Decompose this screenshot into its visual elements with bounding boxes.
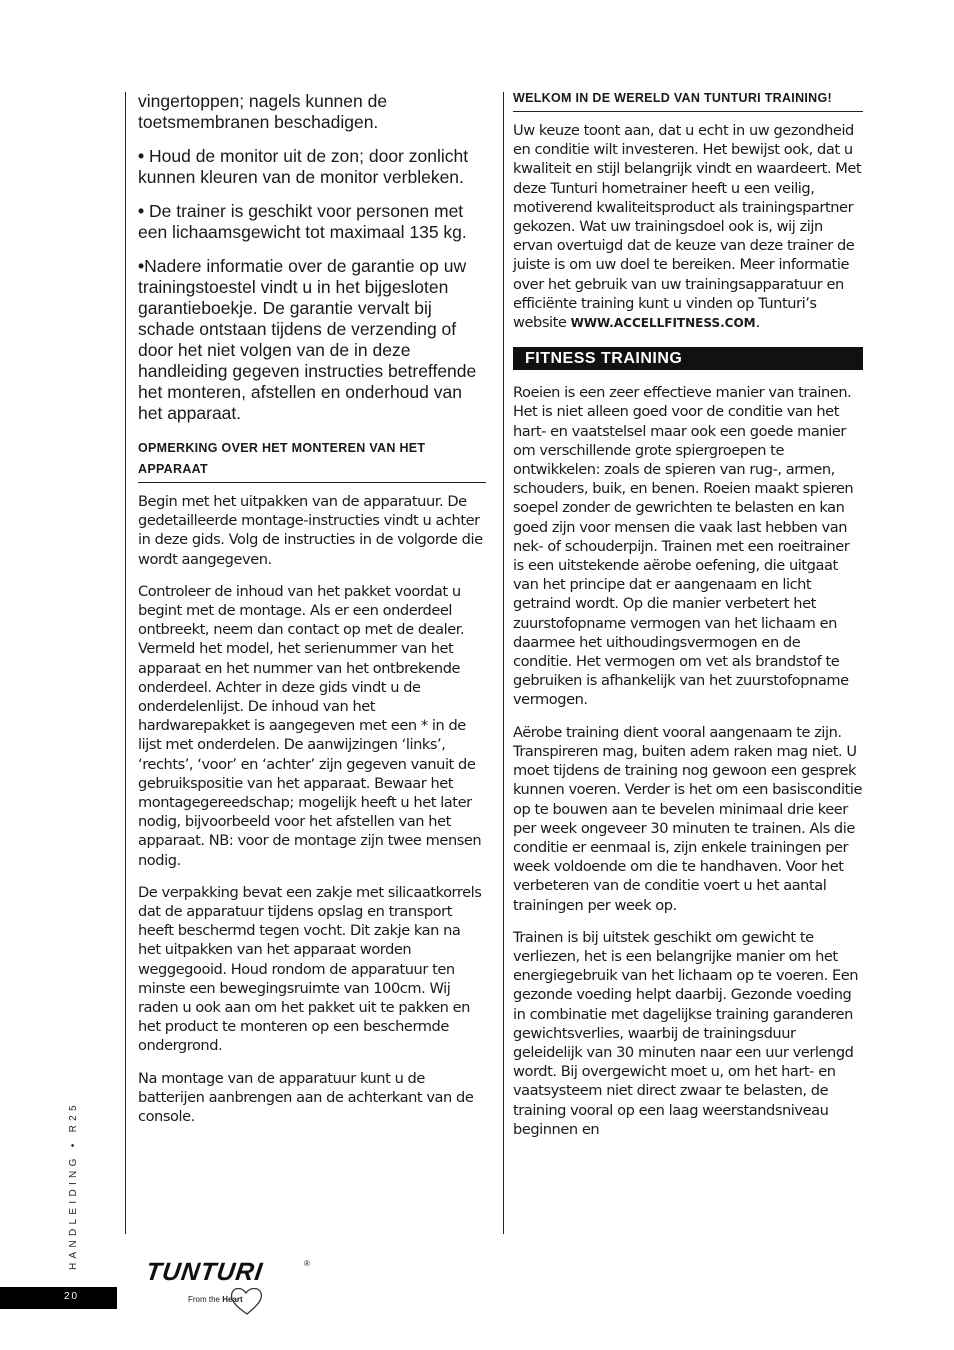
left-column-rule: [125, 92, 126, 1234]
bullet-item: • De trainer is geschikt voor personen met een lichaamsgewicht tot maximaal 135 kg.: [138, 201, 467, 242]
safety-bullets: [138, 91, 486, 424]
paragraph: Trainen is bij uitstek geschikt om gewicht te verliezen, het is een belangrijke manier om het energiegebruik van het lichaam op te voeren. Een gezonde voeding helpt daarbij. Gezonde voeding in combinatie met dagelijkse training garanderen gewichtsverlies, waarbij de trainingsduur geleidelijk van 30 minuten naar een uur verlengd wordt. Bij overgewicht moet u, om het hart- en vaatsysteem niet direct zwaar te belasten, de training vooral op een laag weerstandsniveau beginnen en: [513, 928, 859, 1138]
brand-logo: [144, 1258, 310, 1304]
bullet-dot: •: [138, 146, 145, 166]
brand-wordmark: TUNTURI: [144, 1258, 265, 1286]
bullet-dot: •: [138, 201, 145, 221]
left-column: [138, 88, 486, 1139]
paragraph: Begin met het uitpakken van de apparatuur. De gedetailleerde montage-instructies vindt u achter in deze gids. Volg de instructies in de volgorde die wordt aangegeven.: [138, 493, 483, 568]
bullet-dot: •: [138, 256, 145, 276]
bullet-item: vingertoppen; nagels kunnen de toetsmembranen beschadigen.: [138, 91, 388, 132]
page-number: 20: [64, 1291, 80, 1302]
bullet-item: • Houd de monitor uit de zon; door zonlicht kunnen kleuren van de monitor verbleken.: [138, 146, 469, 187]
center-column-rule: [503, 92, 504, 1234]
paragraph: De verpakking bevat een zakje met silicaatkorrels dat de apparatuur tijdens opslag en transport heeft beschermd tegen vocht. Dit zakje kan na het uitpakken van het apparaat worden weggegooid. Houd rondom de apparatuur ten minste een bewegingsruimte van 100cm. Wij raden u ook aan om het pakket uit te pakken en het product te monteren op een beschermde ondergrond.: [138, 883, 482, 1055]
website-link[interactable]: WWW.ACCELLFITNESS.COM: [570, 316, 756, 331]
section-title-bar: FITNESS TRAINING: [513, 347, 863, 370]
bullet-item: •Nadere informatie over de garantie op uw trainingstoestel vindt u in het bijgesloten garantieboekje. De garantie vervalt bij schade ontstaan tijdens de verzending of door het niet volgen van de in deze handleiding gegeven instructies betreffende het monteren, afstellen en onderhoud van het apparaat.: [138, 256, 477, 423]
fitness-body: [513, 383, 863, 1139]
brand-tagline: From the Heart: [188, 1295, 243, 1304]
heart-icon: [228, 1286, 266, 1316]
manual-side-label: HANDLEIDING • R25: [68, 1101, 79, 1270]
paragraph: Roeien is een zeer effectieve manier van trainen. Het is niet alleen goed voor de conditie van het hart- en vaatstelsel maar ook een goede manier om verschillende grote spiergroepen te ontwikkelen: zoals de spieren van rug-, armen, schouders, buik, en benen. Roeien maakt spieren soepel zonder de gewrichten te belasten en kan goed zijn voor mensen die vaak last hebben van nek- of schouderpijn. Trainen met een roeitrainer is een uitstekende aërobe oefening, die uitgaat van het principe dat er aangenaam en licht getraind wordt. Op die manier verbetert het zuurstofopname vermogen van het lichaam en daarmee het uithoudingsvermogen en de conditie. Het vermogen om vet als brandstof te gebruiken is afhankelijk van het zuurstofopname vermogen.: [513, 384, 854, 709]
welcome-body: [513, 121, 863, 333]
assembly-body: [138, 492, 486, 1126]
paragraph: Aërobe training dient vooral aangenaam te zijn. Transpireren mag, buiten adem raken mag niet. U moet tijdens de training nog gewoon een gesprek kunnen voeren. Verder is het om een basisconditie op te bouwen aan te bevelen minimaal drie keer per week ongeveer 30 minuten te trainen. Als die conditie er eenmaal is, zijn enkele trainingen per week voldoende om die te handhaven. Voor het verbeteren van de conditie voert u het aantal trainingen per week op.: [513, 723, 863, 914]
registered-mark: ®: [304, 1259, 310, 1268]
page-number-box: [0, 1287, 117, 1309]
paragraph: Na montage van de apparatuur kunt u de batterijen aanbrengen aan de achterkant van de console.: [138, 1069, 474, 1126]
paragraph: Controleer de inhoud van het pakket voordat u begint met de montage. Als er een onderdeel ontbreekt, neem dan contact op met de dealer. Vermeld het model, het serienummer van het apparaat en het nummer van het ontbrekende onderdeel. Achter in deze gids vindt u de onderdelenlijst. De inhoud van het hardwarepakket is aangegeven met een * in de lijst met onderdelen. De aanwijzingen ‘links’, ‘rechts’, ‘voor’ en ‘achter’ zijn gegeven vanuit de gebruikspositie van het apparaat. Bewaar het montagegereedschap; mogelijk heeft u het later nodig, bijvoorbeeld voor het afstellen van het apparaat. NB: voor de montage zijn twee mensen nodig.: [138, 582, 482, 869]
assembly-heading: OPMERKING OVER HET MONTEREN VAN HET APPARAAT: [138, 438, 486, 483]
welcome-paragraph: Uw keuze toont aan, dat u echt in uw gezondheid en conditie wilt investeren. Het bewijst ook, dat u kwaliteit en stijl belangrijk vindt en waardeert. Met deze Tunturi hometrainer heeft u een veilig, motiverend kwaliteitsproduct als trainingspartner gekozen. Wat uw trainingsdoel ook is, wij zijn ervan overtuigd dat de keuze van deze trainer de juiste is om uw doel te bereiken. Meer informatie over het gebruik van uw trainingsapparatuur en efficiënte training kunt u vinden op Tunturi’s website WWW.ACCELLFITNESS.COM.: [513, 122, 862, 332]
welcome-heading: WELKOM IN DE WERELD VAN TUNTURI TRAINING!: [513, 88, 863, 112]
right-column: [513, 88, 863, 1152]
